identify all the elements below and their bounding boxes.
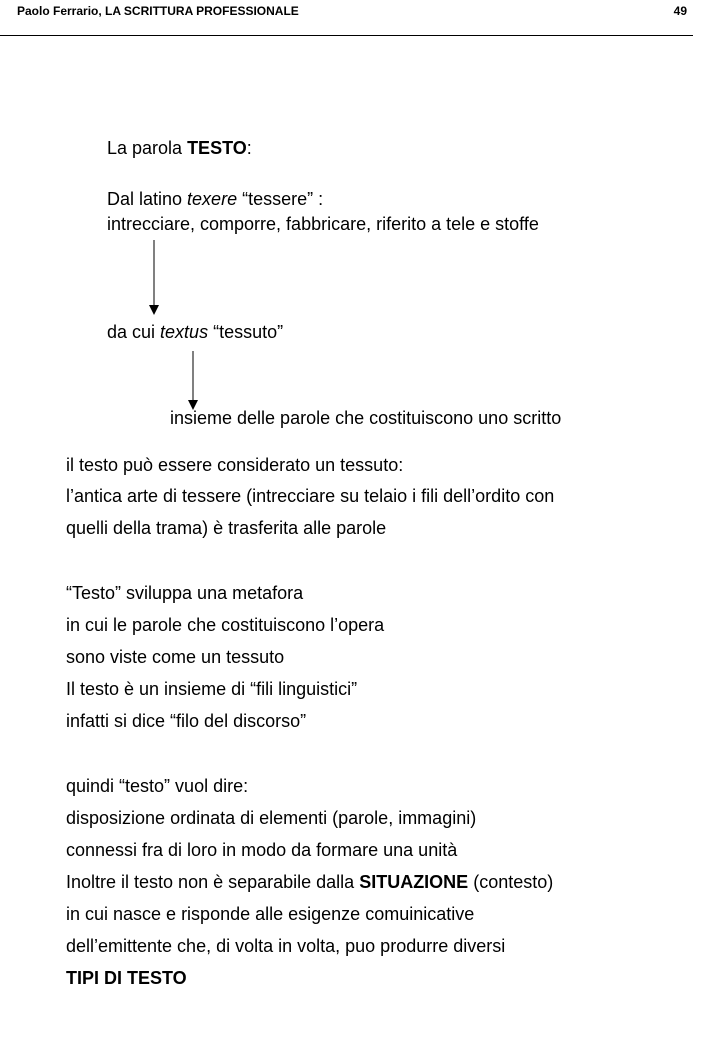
header-title: Paolo Ferrario, LA SCRITTURA PROFESSIONALE	[17, 4, 299, 18]
paragraph1-line1: il testo può essere considerato un tessuto:	[66, 455, 404, 475]
paragraph2-line2: in cui le parole che costituiscono l’opera	[66, 615, 385, 635]
paragraph3-line1: quindi “testo” vuol dire:	[66, 776, 249, 796]
paragraph3-line2: disposizione ordinata di elementi (parole, immagini)	[66, 808, 477, 828]
word-heading: La parola TESTO:	[107, 138, 252, 158]
paragraph3-line4: Inoltre il testo non è separabile dalla SITUAZIONE (contesto)	[66, 872, 554, 892]
paragraph2-line5: infatti si dice “filo del discorso”	[66, 711, 307, 731]
paragraph1-line2: l’antica arte di tessere (intrecciare su telaio i fili dell’ordito con	[66, 486, 555, 506]
definition: insieme delle parole che costituiscono uno scritto	[170, 408, 562, 428]
down-arrow-2	[186, 351, 200, 411]
paragraph3-line6: dell’emittente che, di volta in volta, puo produrre diversi	[66, 936, 506, 956]
derived-word: da cui textus “tessuto”	[107, 322, 284, 342]
paragraph3-line5: in cui nasce e risponde alle esigenze comuinicative	[66, 904, 475, 924]
down-arrow-1	[147, 240, 161, 316]
page-number: 49	[673, 4, 687, 18]
header-rule	[0, 35, 693, 36]
paragraph1-line3: quelli della trama) è trasferita alle parole	[66, 518, 387, 538]
paragraph2-line1: “Testo” sviluppa una metafora	[66, 583, 304, 603]
paragraph3-line3: connessi fra di loro in modo da formare una unità	[66, 840, 458, 860]
paragraph3-line7: TIPI DI TESTO	[66, 968, 187, 988]
paragraph2-line4: Il testo è un insieme di “fili linguistici”	[66, 679, 358, 699]
paragraph2-line3: sono viste come un tessuto	[66, 647, 285, 667]
latin-origin: Dal latino texere “tessere” :	[107, 189, 324, 209]
page-header	[0, 0, 720, 40]
latin-meaning: intrecciare, comporre, fabbricare, riferito a tele e stoffe	[107, 214, 539, 234]
